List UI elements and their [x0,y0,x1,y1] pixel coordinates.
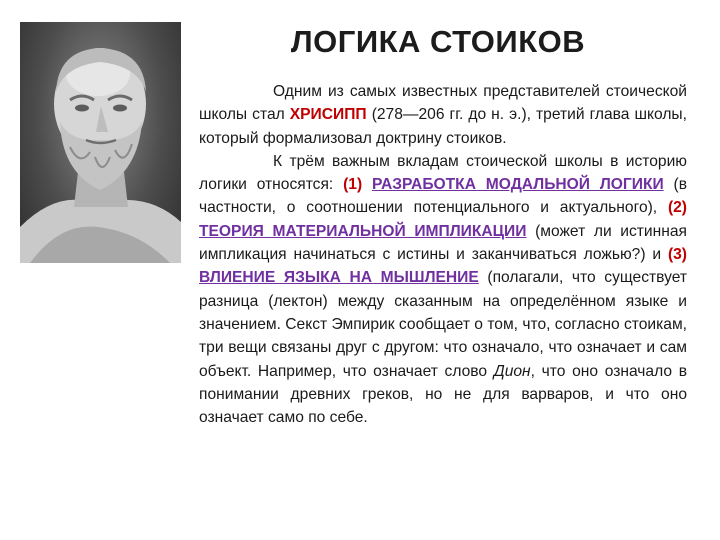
paragraph-chrysippus [199,80,687,150]
term-modal-logic: РАЗРАБОТКА МОДАЛЬНОЙ ЛОГИКИ [371,176,664,194]
chrysippus-name: ХРИСИПП [289,106,367,124]
paragraph-text: (полагали, что существует разница (лектон) между сказанным на определённом языке и значением. Секст Эмпирик сообщает о том, что, согласно стоикам, три вещи связаны друг с другом: что означало, что означает и сам объект. Например, что означает слово [199,269,687,380]
term-material-implication: ТЕОРИЯ МАТЕРИАЛЬНОЙ ИМПЛИКАЦИИ [199,222,527,240]
paragraph-text: (в частности, о соотношении потенциального и актуального), [199,176,687,217]
paragraph-text: Одним из самых известных представителей стоической школы стал [199,83,687,124]
word-dion: Дион [493,362,531,380]
item-number-3: (3) [667,246,687,264]
paragraph-contributions [199,150,687,430]
term-language-thought: ВЛИЕНИЕ ЯЗЫКА НА МЫШЛЕНИЕ [199,269,479,287]
philosopher-bust-image [20,22,181,263]
page-title: ЛОГИКА СТОИКОВ [290,24,586,59]
paragraph-text: , что оно означало в понимании древних греков, но не для варваров, и что оно означает само по себе. [199,362,687,427]
paragraph-text: К трём важным вкладам стоической школы в историю логики относятся: [199,152,687,194]
item-number-1: (1) [343,176,363,194]
paragraph-text: (278—206 гг. до н. э.), третий глава школы, который формализовал доктрину стоиков. [199,106,687,147]
paragraph-text: (может ли истинная импликация начинаться с истины и заканчиваться ложью?) и [199,222,687,264]
body-text [199,80,687,429]
item-number-2: (2) [667,199,687,217]
